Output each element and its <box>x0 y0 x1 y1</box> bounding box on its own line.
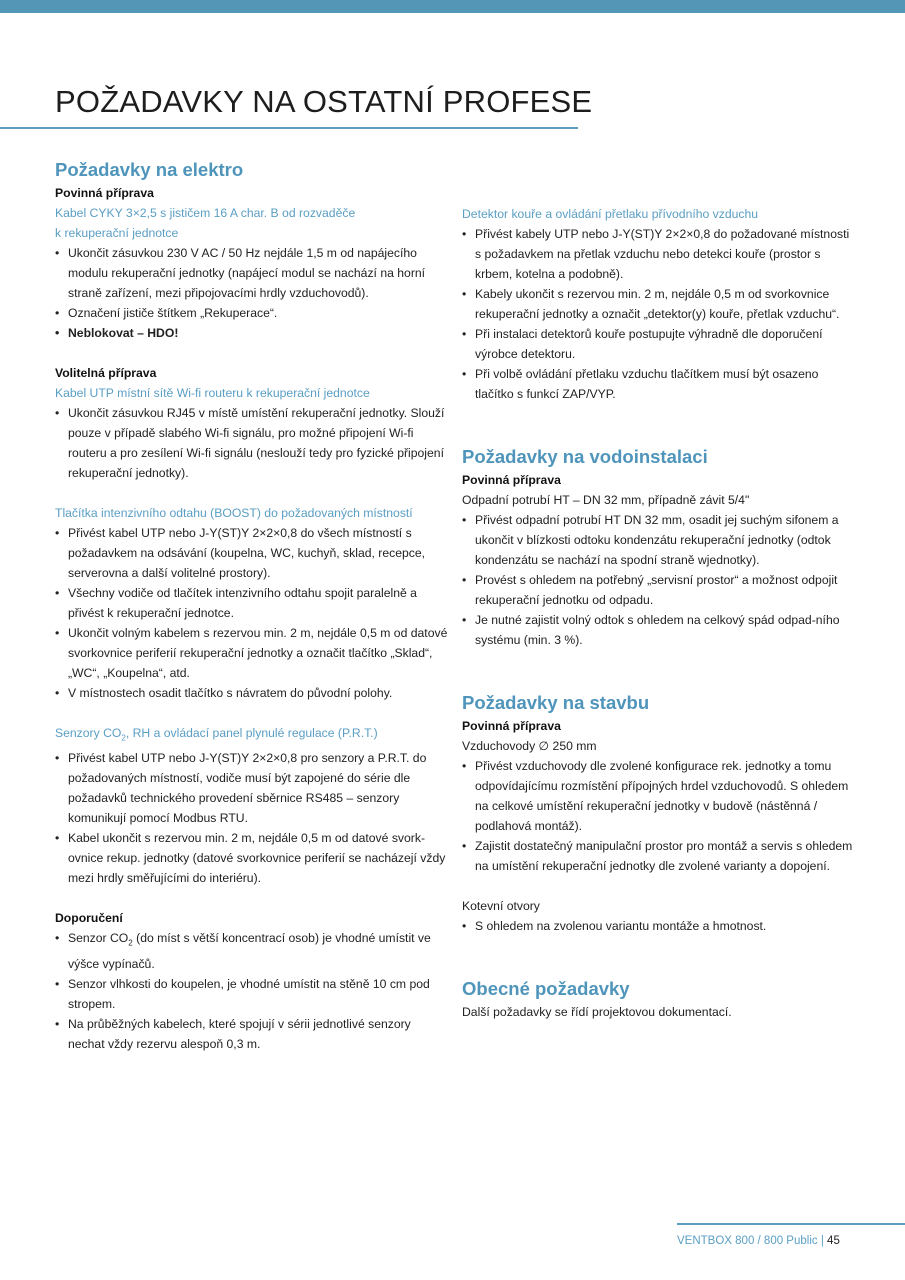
list-item: • Při instalaci detektorů kouře postupujte výhradně dle doporučení výrobce detektoru. <box>462 324 857 364</box>
list-item: • Kabely ukončit s rezervou min. 2 m, nejdále 0,5 m od svorkovnice rekuperační jednotky a označit „detektor(y) kouře, přetlak vzduchu“. <box>462 284 857 324</box>
stavba-subtitle: Vzduchovody ∅ 250 mm <box>462 739 597 753</box>
senzory-subtitle-text: , RH a ovládací panel plynulé regulace (P.R.T.) <box>125 726 378 740</box>
list-item: • Přivést kabel UTP nebo J-Y(ST)Y 2×2×0,8 pro senzory a P.R.T. do požadovaných místností, vodiče musí být zapojené do série dle požadavků technického provedení sběrnice RS485 – senzory komunikují pomocí Modbus RTU. <box>55 748 450 828</box>
senzory-subtitle-text: Senzory CO <box>55 726 122 740</box>
list-item: • Přivést vzduchovody dle zvolené konfigurace rek. jednotky a tomu odpovídajícímu rozmístění přípojných hrdel vzduchovodů. S ohledem na celkové umístění rekuperační jednotky v budově (nástěnná / podlahová montáž). <box>462 756 857 836</box>
stavba-label: Povinná příprava <box>462 719 561 733</box>
footer-separator: | <box>820 1235 824 1247</box>
boost-subtitle: Tlačítka intenzivního odtahu (BOOST) do požadovaných místností <box>55 506 413 520</box>
obecne-text: Další požadavky se řídí projektovou dokumentací. <box>462 1005 732 1019</box>
volitelna-label: Volitelná příprava <box>55 366 157 380</box>
boost-list <box>55 523 450 703</box>
page-number: 45 <box>827 1235 840 1247</box>
list-item-text: (do míst s větší koncentrací osob) je vhodné umístit ve výšce vypínačů. <box>68 931 431 971</box>
list-item: • Ukončit volným kabelem s rezervou min. 2 m, nejdále 0,5 m od datové svorkovnice periferií rekuperační jednotky a označit tlačítko „Sklad“, „WC“, „Koupelna“, atd. <box>55 623 450 683</box>
vodoinstalace-list <box>462 510 857 650</box>
list-item: • S ohledem na zvolenou variantu montáže a hmotnost. <box>462 916 857 936</box>
list-item-warning: • Neblokovat – HDO! <box>55 323 450 343</box>
detektor-list <box>462 224 857 404</box>
list-item: • Přivést kabely UTP nebo J-Y(ST)Y 2×2×0,8 do požadované místnosti s požadavkem na přetlak vzduchu nebo detekci kouře (prostor s krbem, kotelna a podobně). <box>462 224 857 284</box>
povinna-label: Povinná příprava <box>55 186 154 200</box>
vodoinstalace-label: Povinná příprava <box>462 473 561 487</box>
list-item: • Označení jističe štítkem „Rekuperace“. <box>55 303 450 323</box>
list-item: • Provést s ohledem na potřebný „servisní prostor“ a možnost odpojit rekuperační jednotku od odpadu. <box>462 570 857 610</box>
list-item: • Přivést kabel UTP nebo J-Y(ST)Y 2×2×0,8 do všech místností s požadavkem na odsávání (koupelna, WC, kuchyň, sklad, recepce, serverovna a další volitelné prostory). <box>55 523 450 583</box>
list-item: • Ukončit zásuvkou 230 V AC / 50 Hz nejdále 1,5 m od napájecího modulu rekuperační jednotky (napájecí modul se nachází na horní straně zařízení, mezi připojovacími hrdly vzduchovodů). <box>55 243 450 303</box>
section-heading-obecne: Obecné požadavky <box>462 978 630 999</box>
list-item <box>55 928 450 973</box>
list-item: • Je nutné zajistit volný odtok s ohledem na celkový spád odpad-ního systému (min. 3 %). <box>462 610 857 650</box>
subscript: 2 <box>128 938 133 948</box>
title-divider <box>0 127 578 129</box>
elektro-povinna-list <box>55 243 450 343</box>
list-item: • Zajistit dostatečný manipulační prostor pro montáž a servis s ohledem na umístění rekuperační jednotky dle zvolené varianty a dopojení. <box>462 836 857 876</box>
doporuceni-list <box>55 928 450 1053</box>
footer-divider <box>677 1223 905 1225</box>
page-title: POŽADAVKY NA OSTATNÍ PROFESE <box>55 84 593 119</box>
section-heading-stavba: Požadavky na stavbu <box>462 692 650 713</box>
kotevni-list <box>462 916 857 936</box>
elektro-subtitle-2: k rekuperační jednotce <box>55 226 179 240</box>
footer-product: VENTBOX 800 / 800 Public <box>677 1235 818 1247</box>
vodoinstalace-subtitle: Odpadní potrubí HT – DN 32 mm, případně závit 5/4" <box>462 493 750 507</box>
list-item: • Kabel ukončit s rezervou min. 2 m, nejdále 0,5 m od datové svork-ovnice rekup. jednotky (datové svorkovnice periferií se nacházejí vždy mezi hrdly směřujícími do interiéru). <box>55 828 450 888</box>
list-item: • Ukončit zásuvkou RJ45 v místě umístění rekuperační jednotky. Slouží pouze v případě slabého Wi-fi signálu, pro možné připojení Wi-fi routeru a pro zesílení Wi-fi signálu (neslouží tedy pro fyzické připojení rekuperační jednotky). <box>55 403 450 483</box>
senzory-list <box>55 748 450 888</box>
list-item: • Na průběžných kabelech, které spojují v sérii jednotlivé senzory nechat vždy rezervu alespoň 0,3 m. <box>55 1014 450 1054</box>
section-heading-vodoinstalace: Požadavky na vodoinstalaci <box>462 446 708 467</box>
stavba-list <box>462 756 857 876</box>
section-heading-elektro: Požadavky na elektro <box>55 159 244 180</box>
top-accent-bar <box>0 0 905 13</box>
doporuceni-label: Doporučení <box>55 911 123 926</box>
footer <box>677 1235 840 1247</box>
senzory-subtitle <box>55 723 450 748</box>
left-column <box>55 157 450 1054</box>
kotevni-label: Kotevní otvory <box>462 899 540 913</box>
elektro-subtitle-1: Kabel CYKY 3×2,5 s jističem 16 A char. B od rozvaděče <box>55 206 356 220</box>
subscript: 2 <box>121 733 126 743</box>
list-item: • Všechny vodiče od tlačítek intenzivního odtahu spojit paralelně a přivést k rekuperační jednotce. <box>55 583 450 623</box>
right-column <box>462 204 857 1022</box>
list-item: • V místnostech osadit tlačítko s návratem do původní polohy. <box>55 683 450 703</box>
volitelna-subtitle: Kabel UTP místní sítě Wi-fi routeru k rekuperační jednotce <box>55 386 370 400</box>
list-item: • Při volbě ovládání přetlaku vzduchu tlačítkem musí být osazeno tlačítko s funkcí ZAP/VYP. <box>462 364 857 404</box>
detektor-subtitle: Detektor kouře a ovládání přetlaku přívodního vzduchu <box>462 207 759 221</box>
list-item: • Přivést odpadní potrubí HT DN 32 mm, osadit jej suchým sifonem a ukončit v blízkosti odtoku kondenzátu rekuperační jednotky (odtok kondenzátu se nachází na spodní straně wjednotky). <box>462 510 857 570</box>
volitelna-list <box>55 403 450 483</box>
list-item-text: Senzor CO <box>68 931 129 946</box>
list-item: • Senzor vlhkosti do koupelen, je vhodné umístit na stěně 10 cm pod stropem. <box>55 974 450 1014</box>
